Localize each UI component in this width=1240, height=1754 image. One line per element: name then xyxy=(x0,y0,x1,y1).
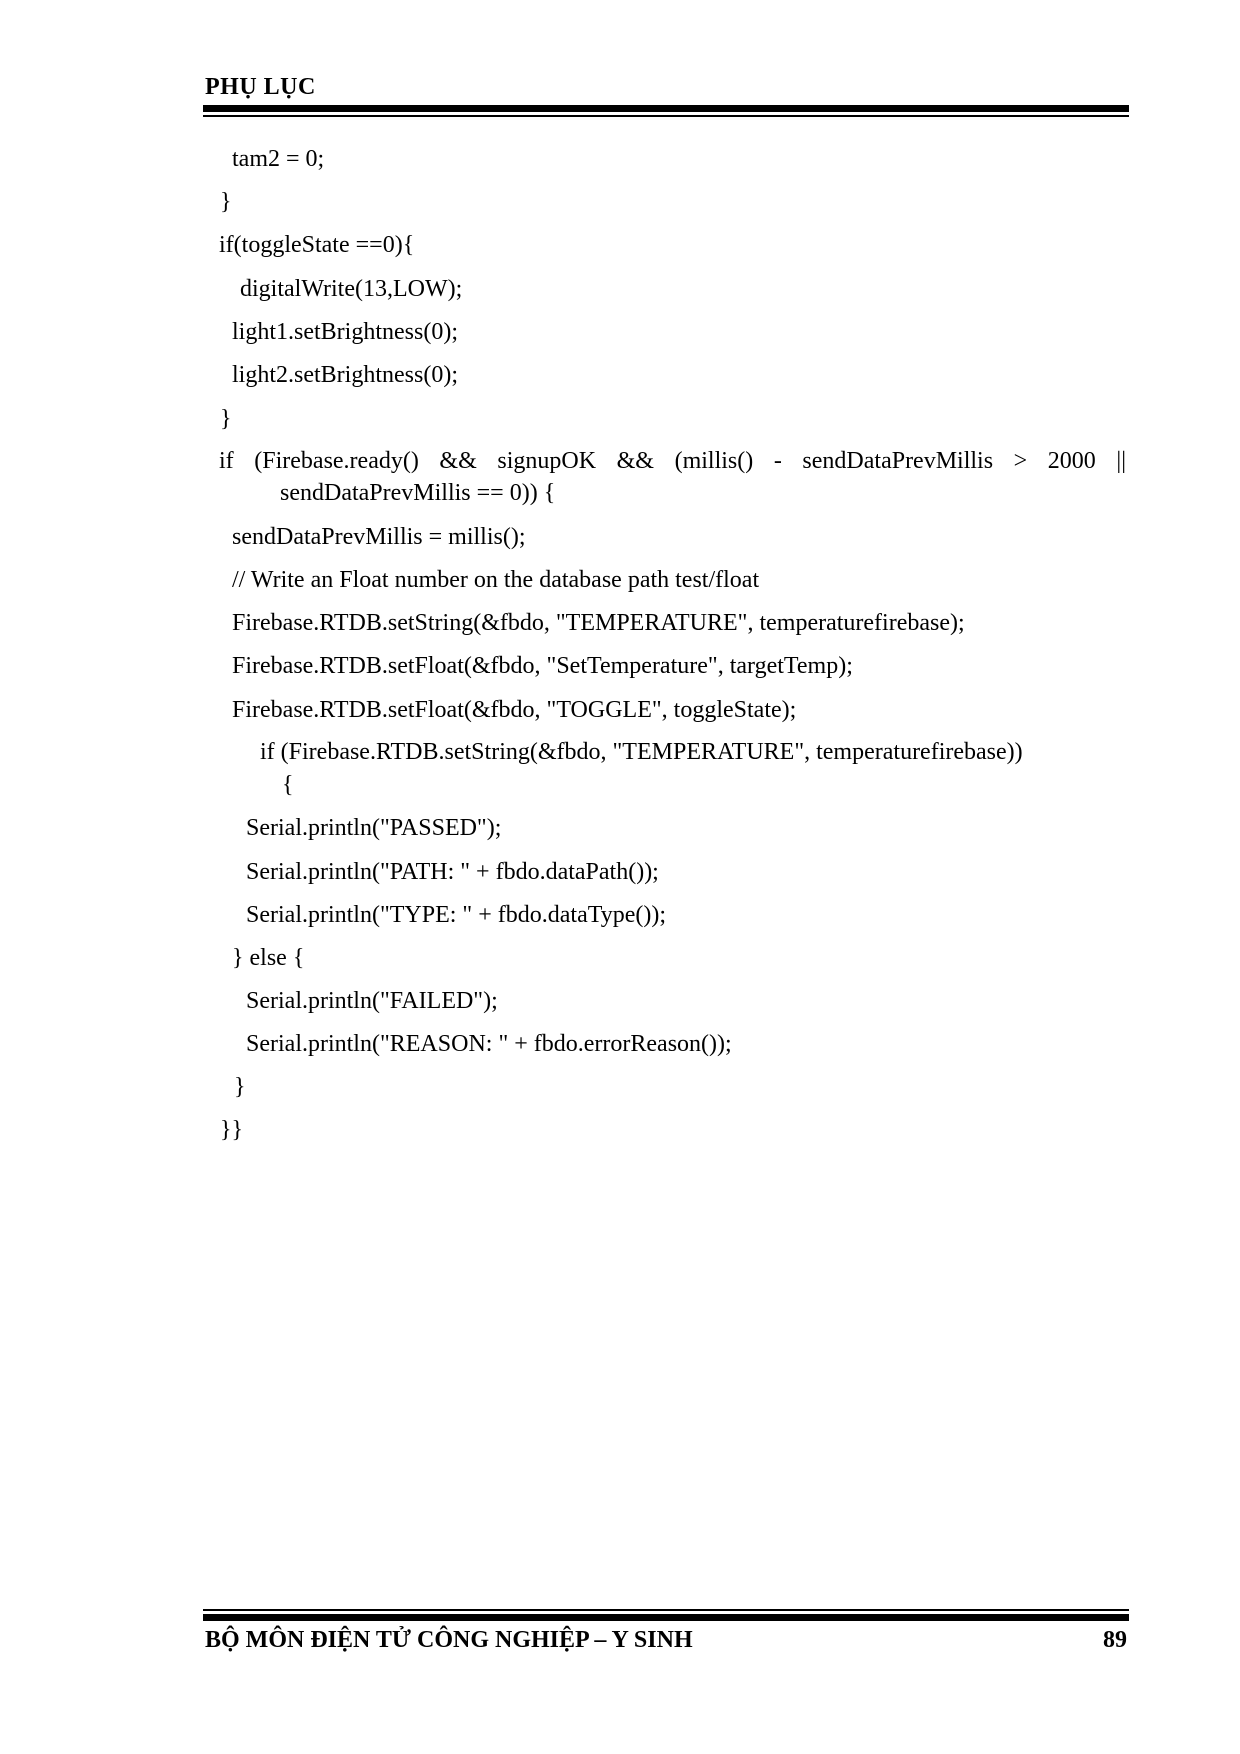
code-line: Firebase.RTDB.setString(&fbdo, "TEMPERATURE", temperaturefirebase); xyxy=(232,610,965,636)
code-line: } else { xyxy=(232,945,305,971)
code-line: // Write an Float number on the database path test/float xyxy=(232,567,760,593)
code-line: { xyxy=(282,772,294,798)
code-line: Serial.println("TYPE: " + fbdo.dataType()); xyxy=(246,902,667,928)
header-title: PHỤ LỤC xyxy=(205,74,316,100)
code-line: Firebase.RTDB.setFloat(&fbdo, "SetTemperature", targetTemp); xyxy=(232,653,853,679)
code-line: Serial.println("PASSED"); xyxy=(246,815,502,841)
code-line: Serial.println("REASON: " + fbdo.errorReason()); xyxy=(246,1031,732,1057)
code-line: Serial.println("PATH: " + fbdo.dataPath()); xyxy=(246,859,659,885)
footer-rule-thick xyxy=(203,1614,1129,1621)
code-line: } xyxy=(220,406,232,432)
code-line: tam2 = 0; xyxy=(232,146,325,172)
code-line: light1.setBrightness(0); xyxy=(232,319,458,345)
code-line: sendDataPrevMillis = millis(); xyxy=(232,524,526,550)
code-line: light2.setBrightness(0); xyxy=(232,362,458,388)
code-line: sendDataPrevMillis == 0)) { xyxy=(280,480,556,506)
header-rule-thick xyxy=(203,105,1129,112)
code-line: digitalWrite(13,LOW); xyxy=(240,276,463,302)
code-line: } xyxy=(220,189,232,215)
code-line: Firebase.RTDB.setFloat(&fbdo, "TOGGLE", toggleState); xyxy=(232,697,797,723)
code-line: }} xyxy=(220,1117,244,1143)
code-line: if (Firebase.RTDB.setString(&fbdo, "TEMPERATURE", temperaturefirebase)) xyxy=(260,739,1023,765)
header-rule-thin xyxy=(203,115,1129,117)
footer-department: BỘ MÔN ĐIỆN TỬ CÔNG NGHIỆP – Y SINH xyxy=(205,1627,693,1653)
page-number: 89 xyxy=(1103,1627,1127,1653)
code-line: if (Firebase.ready() && signupOK && (millis() - sendDataPrevMillis > 2000 || xyxy=(219,448,1126,474)
code-line: Serial.println("FAILED"); xyxy=(246,988,498,1014)
footer-rule-thin xyxy=(203,1609,1129,1611)
code-line: if(toggleState ==0){ xyxy=(219,232,415,258)
code-line: } xyxy=(234,1074,246,1100)
